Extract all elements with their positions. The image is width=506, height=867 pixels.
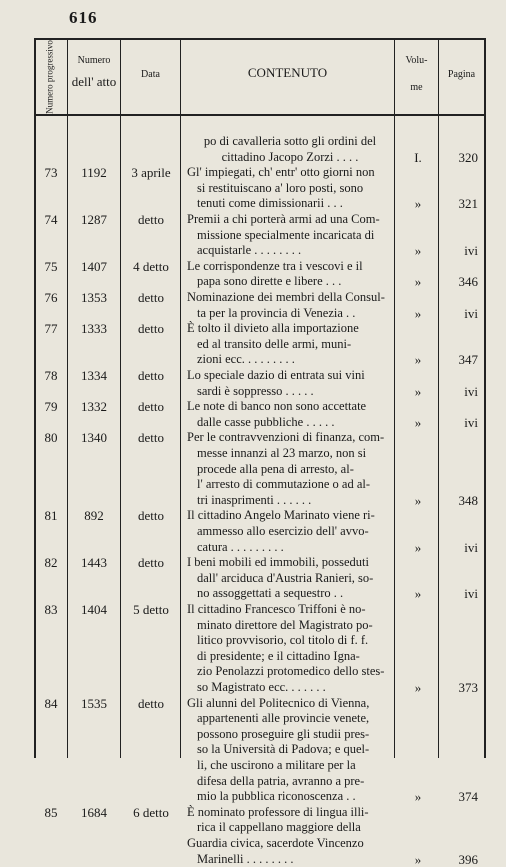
header-pagina: Pagina [447, 69, 476, 80]
entry-atto: 1192 [81, 165, 107, 181]
entry-volume: » [414, 492, 422, 508]
entry-data: 3 aprile [131, 165, 171, 181]
content-line: I beni mobili ed immobili, posseduti [187, 555, 369, 570]
entry-data: detto [138, 508, 164, 524]
content-line: minato direttore del Magistrato po- [197, 617, 373, 632]
entry-data: 5 detto [133, 602, 169, 617]
content-line: zioni ecc. . . . . . . . . [197, 352, 295, 367]
entry-pagina: ivi [464, 383, 478, 399]
entry-atto: 1535 [81, 695, 107, 711]
table-top-rule [34, 38, 486, 40]
content-line: appartenenti alle provincie venete, [197, 711, 370, 726]
header-numero-progressivo [36, 40, 64, 114]
entry-volume: » [414, 789, 422, 805]
content-line: di presidente; e il cittadino Igna- [197, 648, 360, 663]
content-line: papa sono dirette e libere . . . [197, 274, 342, 289]
entry-pagina: ivi [464, 243, 478, 259]
header-contenuto: CONTENUTO [247, 65, 328, 80]
entry-pagina: 320 [458, 149, 478, 165]
page-number: 616 [69, 8, 98, 27]
entry-volume: » [414, 196, 422, 212]
entry-atto: 1334 [81, 368, 107, 383]
entry-numero: 75 [44, 258, 58, 274]
entry-atto: 1443 [81, 555, 107, 571]
content-line: sardi è soppresso . . . . . [197, 383, 314, 398]
entry-atto: 1353 [81, 290, 107, 305]
entry-volume: » [414, 680, 422, 695]
entry-pagina: 348 [458, 492, 478, 508]
entry-atto: 1404 [81, 602, 107, 617]
entry-volume: » [414, 352, 422, 368]
content-line: catura . . . . . . . . . [197, 539, 284, 554]
entry-numero: 78 [44, 368, 58, 383]
entry-pagina: ivi [464, 414, 478, 430]
header-volume [395, 54, 438, 94]
content-line: Gl' impiegati, ch' entr' otto giorni non [187, 165, 375, 180]
content-line: difesa della patria, avranno a pre- [197, 773, 365, 788]
entry-atto: 1407 [81, 258, 107, 274]
header-bottom-rule [34, 114, 486, 116]
entry-data: detto [138, 695, 164, 711]
entry-numero: 79 [44, 399, 58, 415]
content-line: so la Università di Padova; e quel- [197, 742, 370, 757]
col-divider-1 [67, 38, 68, 758]
content-line: procede alla pena di arresto, al- [197, 461, 354, 476]
header-numero-atto [68, 54, 120, 88]
header-volume-line2: me [410, 82, 423, 93]
content-line: possono proseguire gli studii pres- [197, 726, 370, 741]
entry-numero: 80 [44, 430, 58, 446]
content-line: Il cittadino Francesco Triffoni è no- [187, 602, 366, 616]
content-line: Premii a chi porterà armi ad una Com- [187, 212, 380, 226]
entry-volume: » [414, 383, 422, 399]
content-line: ed al transito delle armi, muni- [197, 336, 352, 351]
content-line: zio Penolazzi protomedico dello stes- [197, 664, 385, 679]
content-line: so Magistrato ecc. . . . . . . [197, 680, 326, 694]
entry-data: detto [138, 555, 164, 571]
content-line: ta per la provincia di Venezia . . [197, 305, 356, 320]
entry-pagina: 374 [458, 789, 478, 805]
content-line: tenuti come dimissionarii . . . [197, 196, 343, 211]
content-line: po di cavalleria sotto gli ordini del [203, 134, 377, 148]
entry-atto: 1333 [81, 321, 107, 337]
content-line: È tolto il divieto alla importazione [187, 321, 359, 336]
content-line: ammesso allo esercizio dell' avvo- [197, 524, 369, 538]
entry-volume: » [414, 586, 422, 602]
entry-pagina: ivi [464, 539, 478, 555]
entry-pagina: 396 [458, 851, 478, 867]
content-line: Per le contravvenzioni di finanza, com- [187, 430, 385, 445]
col-divider-4 [394, 38, 395, 758]
entry-data: detto [138, 212, 164, 227]
entry-numero: 82 [44, 555, 58, 571]
content-line: cittadino Jacopo Zorzi . . . . [221, 149, 359, 164]
col-divider-3 [180, 38, 181, 758]
content-line: Le note di banco non sono accettate [187, 399, 367, 414]
entry-volume: » [414, 851, 422, 867]
content-line: messe innanzi al 23 marzo, non si [197, 446, 367, 460]
entry-volume: I. [414, 149, 422, 165]
content-line: missione specialmente incaricata di [197, 227, 375, 242]
entry-data: detto [138, 321, 164, 337]
entry-numero: 77 [44, 321, 58, 337]
content-line: dall' arciduca d'Austria Ranieri, so- [197, 570, 374, 585]
header-volume-line1: Volu- [405, 55, 428, 66]
content-line: acquistarle . . . . . . . . [197, 243, 302, 258]
header-numero-progressivo-text: Numero progressivo [44, 40, 55, 114]
entry-atto: 892 [84, 508, 104, 524]
entry-data: 4 detto [133, 258, 169, 274]
entry-data: detto [138, 368, 164, 383]
content-line: litico provvisorio, col titolo di f. f. [197, 633, 369, 648]
content-line: mio la pubblica riconoscenza . . [197, 789, 356, 804]
content-line: Gli alunni del Politecnico di Vienna, [187, 695, 370, 710]
content-line: dalle casse pubbliche . . . . . [197, 414, 335, 429]
entry-numero: 84 [44, 695, 58, 711]
content-line: Lo speciale dazio di entrata sui vini [187, 368, 365, 382]
entry-atto: 1684 [81, 804, 107, 820]
content-line: Nominazione dei membri della Consul- [187, 290, 385, 304]
content-line: Le corrispondenze tra i vescovi e il [187, 258, 363, 273]
col-divider-2 [120, 38, 121, 758]
entry-data: 6 detto [133, 804, 169, 820]
entry-pagina: ivi [464, 586, 478, 602]
header-numero-atto-line1: Numero [77, 55, 111, 66]
entry-volume: » [414, 539, 422, 555]
entry-volume: » [414, 243, 422, 259]
content-line: rica il cappellano maggiore della [197, 820, 361, 835]
entry-volume: » [414, 414, 422, 430]
entry-atto: 1287 [81, 212, 107, 227]
entry-numero: 74 [44, 212, 58, 227]
entry-pagina: 321 [458, 196, 478, 212]
content-line: È nominato professore di lingua illi- [187, 804, 369, 819]
content-line: Guardia civica, sacerdote Vincenzo [187, 836, 364, 850]
entry-numero: 76 [44, 290, 58, 305]
header-data: Data [141, 69, 160, 80]
content-line: Marinelli . . . . . . . . [197, 851, 294, 866]
entry-data: detto [138, 430, 164, 446]
content-line: l' arresto di commutazione o ad al- [197, 477, 371, 492]
entry-pagina: ivi [464, 305, 478, 321]
entry-atto: 1340 [81, 430, 107, 446]
entry-pagina: 346 [458, 274, 478, 290]
entry-data: detto [138, 290, 164, 305]
entry-numero: 81 [44, 508, 58, 524]
entry-atto: 1332 [81, 399, 107, 415]
content-line: no assoggettati a sequestro . . [197, 586, 344, 601]
entry-numero: 73 [44, 165, 58, 181]
content-line: si restituiscano a' loro posti, sono [197, 180, 364, 195]
table-right-border [484, 38, 486, 758]
entry-volume: » [414, 274, 422, 290]
entry-numero: 83 [44, 602, 58, 617]
entry-volume: » [414, 305, 422, 321]
content-line: tri inasprimenti . . . . . . [197, 492, 312, 507]
content-line: Il cittadino Angelo Marinato viene ri- [187, 508, 375, 523]
entry-numero: 85 [44, 804, 58, 820]
content-line: li, che uscirono a militare per la [197, 758, 356, 772]
entry-pagina: 373 [458, 680, 478, 695]
entry-data: detto [138, 399, 164, 415]
table-left-border [34, 38, 36, 758]
header-numero-atto-line2: dell' atto [71, 74, 117, 89]
entry-pagina: 347 [458, 352, 478, 368]
